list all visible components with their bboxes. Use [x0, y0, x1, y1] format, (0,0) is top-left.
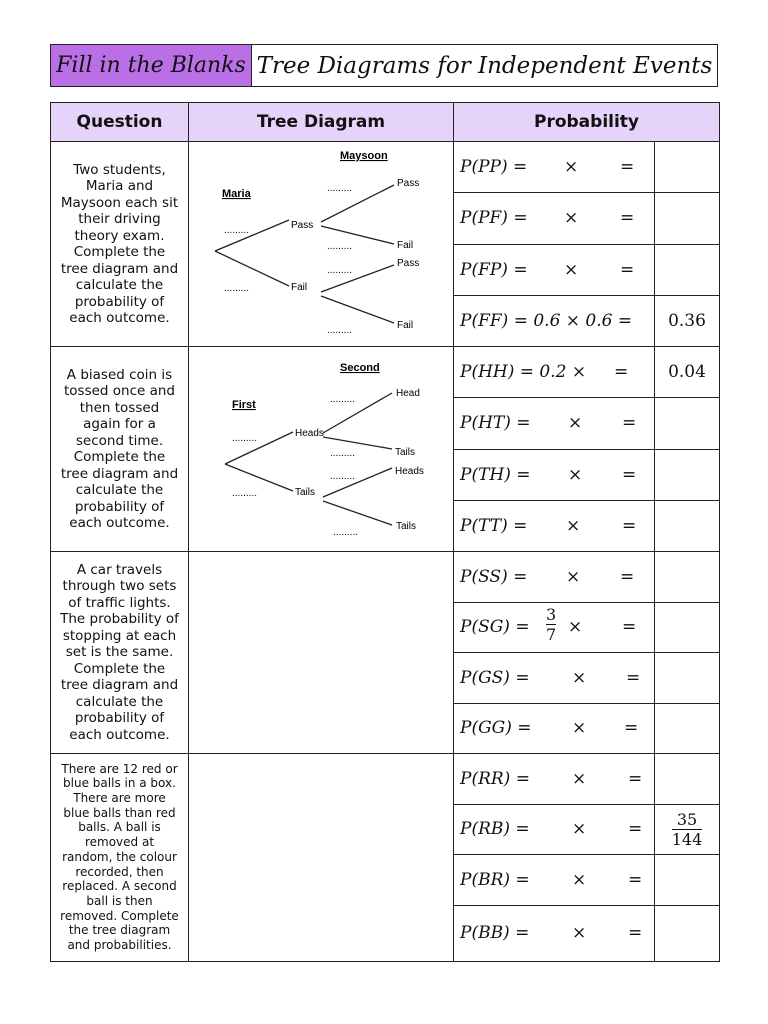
fill-in-blanks-tag: Fill in the Blanks [51, 45, 252, 86]
q4-question-text: There are 12 red or blue balls in a box. There are more blue balls than red balls. A ball is removed at random, the colour recorded, then replaced. A second ball is then removed. Complete the tree diagram and probabilities. [51, 754, 189, 962]
branch-line [225, 464, 293, 491]
probability-blank: ......... [224, 225, 250, 236]
branch-label: Tails [395, 447, 416, 458]
worksheet-title: Tree Diagrams for Independent Events [256, 52, 713, 79]
q4-tree-diagram-blank[interactable] [189, 754, 454, 962]
q1-tree-svg [189, 142, 454, 342]
probability-blank: ......... [333, 527, 359, 538]
answer-fraction: $\frac{35}{144}$ [671, 810, 703, 850]
second-event-label: Second [340, 362, 380, 374]
branch-line [323, 501, 392, 525]
probability-expression: P(PF) = × = [454, 193, 655, 244]
probability-expression: P(HH) = 0.2 × = [454, 347, 655, 398]
answer-box[interactable] [655, 398, 720, 449]
q2-tree-diagram [189, 347, 454, 552]
q3-question-text: A car travels through two sets of traffic lights. The probability of stopping at each set is the same. Complete the tree diagram and calculate the probability of each outcome. [51, 552, 189, 754]
probability-blank: ......... [327, 325, 353, 336]
branch-label: Tails [396, 521, 417, 532]
probability-expression: P(PP) = × = [454, 142, 655, 193]
q2-question-text: A biased coin is tossed once and then tossed again for a second time. Complete the tree diagram and calculate the probability of each outcome. [51, 347, 189, 552]
branch-label: Fail [397, 240, 414, 251]
answer-box[interactable] [655, 804, 720, 855]
probability-blank: ......... [224, 283, 250, 294]
first-event-label: First [232, 399, 256, 411]
q4-row-1 [51, 754, 720, 805]
probability-expression: P(BB) = × = [454, 905, 655, 961]
branch-label: Pass [397, 178, 420, 189]
probability-expression: P(FP) = × = [454, 244, 655, 295]
q2-tree-svg [189, 347, 454, 547]
answer-box[interactable] [655, 244, 720, 295]
branch-label: Tails [295, 487, 316, 498]
first-event-label: Maria [222, 188, 251, 200]
branch-label: Pass [397, 258, 420, 269]
question-column-header: Question [51, 103, 189, 142]
answer-box[interactable] [655, 552, 720, 603]
branch-label: Head [396, 388, 420, 399]
probability-expression: P(SG) = 3 7 × = [454, 602, 655, 653]
answer-box[interactable] [655, 754, 720, 805]
probability-expression: P(TT) = × = [454, 500, 655, 551]
q3-tree-diagram-blank[interactable] [189, 552, 454, 754]
probability-blank: ......... [327, 183, 353, 194]
probability-column-header: Probability [454, 103, 720, 142]
branch-label: Fail [397, 320, 414, 331]
probability-blank: ......... [232, 488, 258, 499]
probability-blank: ......... [330, 394, 356, 405]
branch-line [321, 296, 394, 323]
probability-expression: P(GS) = × = [454, 653, 655, 704]
fraction: 3 7 [546, 604, 557, 644]
answer-box[interactable] [655, 602, 720, 653]
q1-row-1 [51, 142, 720, 193]
branch-label: Heads [295, 428, 324, 439]
answer-box[interactable]: 0.04 [655, 347, 720, 398]
probability-expression: P(SS) = × = [454, 552, 655, 603]
probability-blank: ......... [327, 265, 353, 276]
answer-box[interactable] [655, 449, 720, 500]
branch-label: Heads [395, 466, 424, 477]
answer-box[interactable] [655, 905, 720, 961]
worksheet-header [50, 44, 718, 87]
answer-box[interactable]: 0.36 [655, 295, 720, 346]
q2-row-1 [51, 347, 720, 398]
answer-box[interactable] [655, 703, 720, 754]
answer-box[interactable] [655, 500, 720, 551]
probability-blank: ......... [327, 241, 353, 252]
diagram-column-header: Tree Diagram [189, 103, 454, 142]
answer-box[interactable] [655, 142, 720, 193]
probability-blank: ......... [232, 433, 258, 444]
second-event-label: Maysoon [340, 150, 388, 162]
q1-tree-diagram [189, 142, 454, 347]
branch-label: Fail [291, 282, 308, 293]
probability-blank: ......... [330, 448, 356, 459]
branch-line [215, 251, 289, 286]
q3-row-1 [51, 552, 720, 603]
answer-box[interactable] [655, 193, 720, 244]
q1-question-text: Two students, Maria and Maysoon each sit their driving theory exam. Complete the tree diagram and calculate the probability of each outcome. [51, 142, 189, 347]
probability-expression: P(RR) = × = [454, 754, 655, 805]
probability-blank: ......... [330, 471, 356, 482]
table-header-row [51, 103, 720, 142]
branch-label: Pass [291, 220, 314, 231]
probability-expression: P(FF) = 0.6 × 0.6 = [454, 295, 655, 346]
worksheet-table [50, 102, 720, 962]
answer-box[interactable] [655, 855, 720, 906]
answer-box[interactable] [655, 653, 720, 704]
probability-expression: P(BR) = × = [454, 855, 655, 906]
probability-expression: P(RB) = × = [454, 804, 655, 855]
probability-expression: P(HT) = × = [454, 398, 655, 449]
probability-expression: P(GG) = × = [454, 703, 655, 754]
probability-expression: P(TH) = × = [454, 449, 655, 500]
